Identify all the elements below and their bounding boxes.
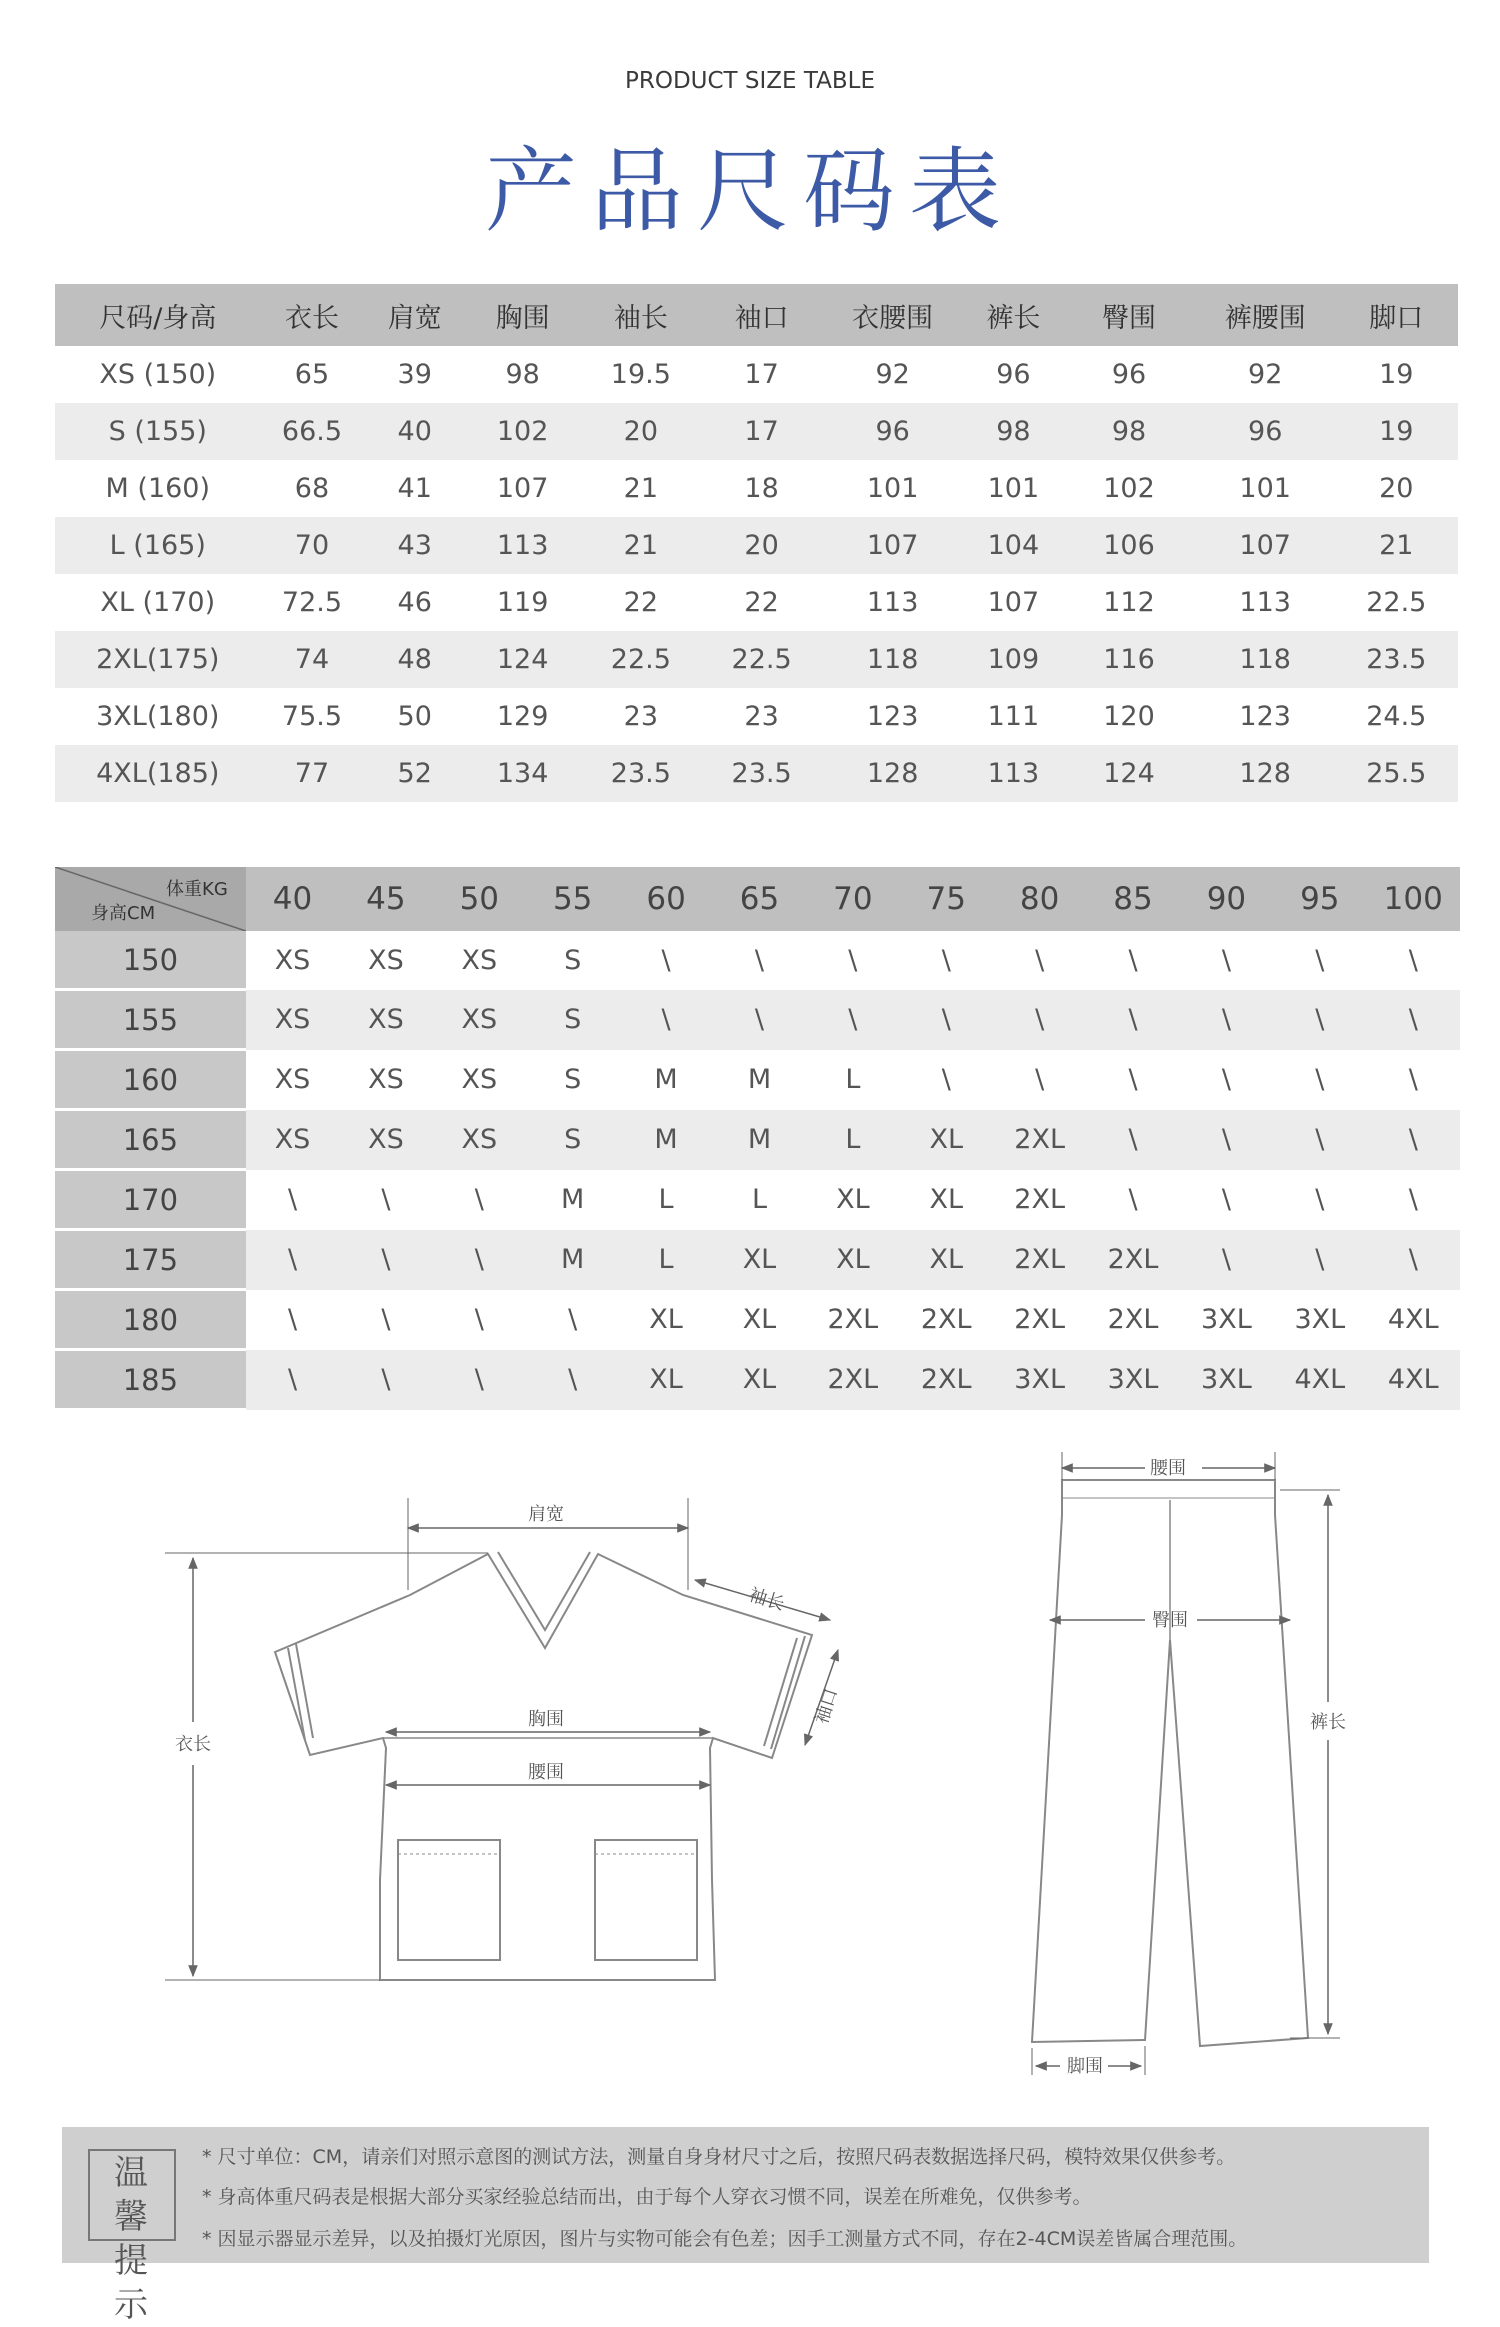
recommended-size-cell: XS — [246, 1050, 339, 1110]
recommended-size-cell: \ — [433, 1230, 526, 1290]
measurement-cell: 124 — [1062, 745, 1196, 802]
pants-length-label: 裤长 — [1310, 1712, 1346, 1733]
measurement-cell: 123 — [821, 688, 965, 745]
size-table — [55, 284, 1458, 802]
measurement-cell: 22 — [703, 574, 821, 631]
measurement-cell: 52 — [363, 745, 466, 802]
weight-header-cell: 40 — [246, 867, 339, 931]
table-row — [55, 1350, 1460, 1410]
weight-header-cell: 95 — [1273, 867, 1366, 931]
measurement-cell: 118 — [821, 631, 965, 688]
recommended-size-cell: \ — [246, 1170, 339, 1230]
measurement-cell: 50 — [363, 688, 466, 745]
recommended-size-cell: \ — [1273, 931, 1366, 990]
measurement-cell: 104 — [965, 517, 1063, 574]
header-cell: 袖长 — [579, 284, 702, 346]
recommended-size-cell: L — [806, 1110, 899, 1170]
size-label-cell: 3XL(180) — [55, 688, 261, 745]
recommended-size-cell: \ — [1180, 931, 1273, 990]
shoulder-label: 肩宽 — [528, 1504, 564, 1525]
table-row — [55, 460, 1458, 517]
recommended-size-cell: XS — [433, 1110, 526, 1170]
measurement-cell: 109 — [965, 631, 1063, 688]
table-row — [55, 688, 1458, 745]
cuff-label: 袖口 — [811, 1685, 843, 1727]
measurement-cell: 72.5 — [261, 574, 364, 631]
measurement-cell: 119 — [466, 574, 579, 631]
recommended-size-cell: XL — [713, 1350, 806, 1410]
measurement-cell: 96 — [1196, 403, 1335, 460]
measurement-cell: 68 — [261, 460, 364, 517]
weight-header-cell: 90 — [1180, 867, 1273, 931]
recommended-size-cell: 2XL — [993, 1230, 1086, 1290]
measurement-cell: 19.5 — [579, 346, 702, 403]
recommended-size-cell: \ — [246, 1350, 339, 1410]
recommended-size-cell: \ — [1180, 1050, 1273, 1110]
measurement-cell: 65 — [261, 346, 364, 403]
recommended-size-cell: \ — [1367, 931, 1461, 990]
recommended-size-cell: XL — [806, 1230, 899, 1290]
recommended-size-cell: \ — [246, 1230, 339, 1290]
recommended-size-cell: \ — [713, 990, 806, 1050]
height-cell: 165 — [55, 1110, 246, 1170]
recommended-size-cell: XS — [339, 1110, 432, 1170]
measurement-cell: 40 — [363, 403, 466, 460]
recommended-size-cell: S — [526, 931, 619, 990]
weight-header-cell: 50 — [433, 867, 526, 931]
page-subtitle: PRODUCT SIZE TABLE — [624, 68, 876, 94]
height-label: 身高CM — [91, 903, 156, 924]
weight-header-cell: 75 — [900, 867, 993, 931]
weight-header-cell: 65 — [713, 867, 806, 931]
recommended-size-cell: XL — [806, 1170, 899, 1230]
measurement-cell: 22.5 — [703, 631, 821, 688]
left-pocket — [398, 1840, 500, 1960]
recommended-size-cell: 4XL — [1367, 1290, 1461, 1350]
recommended-size-cell: XL — [900, 1230, 993, 1290]
weight-header-cell: 45 — [339, 867, 432, 931]
measurement-cell: 128 — [1196, 745, 1335, 802]
recommended-size-cell: S — [526, 1050, 619, 1110]
measurement-cell: 107 — [1196, 517, 1335, 574]
recommended-size-cell: \ — [1273, 1230, 1366, 1290]
recommended-size-cell: \ — [993, 931, 1086, 990]
recommended-size-cell: 3XL — [1180, 1350, 1273, 1410]
measurement-cell: 48 — [363, 631, 466, 688]
table-row — [55, 1230, 1460, 1290]
measurement-cell: 129 — [466, 688, 579, 745]
recommended-size-cell: \ — [1273, 1110, 1366, 1170]
recommended-size-cell: L — [713, 1170, 806, 1230]
pants-diagram — [1032, 1480, 1308, 2046]
measurement-cell: 96 — [821, 403, 965, 460]
recommended-size-cell: \ — [339, 1350, 432, 1410]
measurement-cell: 113 — [965, 745, 1063, 802]
measurement-cell: 113 — [466, 517, 579, 574]
tip-line: * 因显示器显示差异，以及拍摄灯光原因，图片与实物可能会有色差；因手工测量方式不同，存在2-4CM误差皆属合理范围。 — [202, 2228, 1248, 2250]
tips-badge-line: 温 馨 — [114, 2153, 150, 2237]
recommended-size-cell: 2XL — [806, 1290, 899, 1350]
height-weight-table — [55, 867, 1460, 1411]
recommended-size-cell: 4XL — [1273, 1350, 1366, 1410]
header-cell: 脚口 — [1335, 284, 1458, 346]
measurement-cell: 96 — [1062, 346, 1196, 403]
recommended-size-cell: XL — [619, 1290, 712, 1350]
size-label-cell: M (160) — [55, 460, 261, 517]
recommended-size-cell: XS — [246, 990, 339, 1050]
measurement-cell: 70 — [261, 517, 364, 574]
measurement-cell: 66.5 — [261, 403, 364, 460]
header-cell: 尺码/身高 — [55, 284, 261, 346]
header-cell: 衣腰围 — [821, 284, 965, 346]
measurement-cell: 22 — [579, 574, 702, 631]
recommended-size-cell: XS — [339, 990, 432, 1050]
recommended-size-cell: S — [526, 990, 619, 1050]
recommended-size-cell: M — [713, 1110, 806, 1170]
measurement-cell: 101 — [821, 460, 965, 517]
recommended-size-cell: 2XL — [993, 1170, 1086, 1230]
recommended-size-cell: M — [526, 1170, 619, 1230]
measurement-cell: 77 — [261, 745, 364, 802]
measurement-cell: 118 — [1196, 631, 1335, 688]
recommended-size-cell: \ — [526, 1350, 619, 1410]
recommended-size-cell: \ — [900, 931, 993, 990]
size-label-cell: XS (150) — [55, 346, 261, 403]
recommended-size-cell: 3XL — [1180, 1290, 1273, 1350]
recommended-size-cell: 2XL — [993, 1110, 1086, 1170]
table-row — [55, 990, 1460, 1050]
header-cell: 臀围 — [1062, 284, 1196, 346]
header-cell: 袖口 — [703, 284, 821, 346]
size-table-header — [55, 284, 1458, 346]
recommended-size-cell: \ — [1086, 1050, 1179, 1110]
recommended-size-cell: XS — [246, 1110, 339, 1170]
weight-header-cell: 85 — [1086, 867, 1179, 931]
recommended-size-cell: \ — [1367, 1170, 1461, 1230]
recommended-size-cell: \ — [806, 990, 899, 1050]
measurement-cell: 113 — [821, 574, 965, 631]
weight-label: 体重KG — [166, 879, 228, 900]
recommended-size-cell: \ — [993, 1050, 1086, 1110]
table-row — [55, 745, 1458, 802]
measurement-cell: 22.5 — [579, 631, 702, 688]
measurement-cell: 112 — [1062, 574, 1196, 631]
length-label: 衣长 — [175, 1734, 211, 1755]
recommended-size-cell: \ — [1180, 990, 1273, 1050]
recommended-size-cell: M — [619, 1050, 712, 1110]
measurement-cell: 74 — [261, 631, 364, 688]
measurement-cell: 96 — [965, 346, 1063, 403]
recommended-size-cell: \ — [339, 1290, 432, 1350]
measurement-cell: 43 — [363, 517, 466, 574]
weight-header-cell: 55 — [526, 867, 619, 931]
measurement-cell: 107 — [965, 574, 1063, 631]
recommended-size-cell: \ — [1273, 1050, 1366, 1110]
recommended-size-cell: \ — [993, 990, 1086, 1050]
table-row — [55, 403, 1458, 460]
recommended-size-cell: \ — [1273, 990, 1366, 1050]
recommended-size-cell: \ — [246, 1290, 339, 1350]
measurement-cell: 98 — [466, 346, 579, 403]
recommended-size-cell: 2XL — [900, 1290, 993, 1350]
measurement-cell: 128 — [821, 745, 965, 802]
measurement-cell: 21 — [579, 517, 702, 574]
recommended-size-cell: \ — [900, 990, 993, 1050]
chest-label: 胸围 — [528, 1709, 564, 1730]
size-label-cell: 2XL(175) — [55, 631, 261, 688]
measurement-cell: 123 — [1196, 688, 1335, 745]
measurement-cell: 23.5 — [579, 745, 702, 802]
measurement-cell: 46 — [363, 574, 466, 631]
tips-box — [62, 2127, 1429, 2325]
measurement-cell: 20 — [703, 517, 821, 574]
measurement-cell: 22.5 — [1335, 574, 1458, 631]
measurement-cell: 134 — [466, 745, 579, 802]
recommended-size-cell: XS — [339, 1050, 432, 1110]
recommended-size-cell: 2XL — [806, 1350, 899, 1410]
measurement-cell: 92 — [1196, 346, 1335, 403]
recommended-size-cell: \ — [1273, 1170, 1366, 1230]
measurement-cell: 113 — [1196, 574, 1335, 631]
height-cell: 175 — [55, 1230, 246, 1290]
height-cell: 160 — [55, 1050, 246, 1110]
recommended-size-cell: \ — [433, 1290, 526, 1350]
recommended-size-cell: \ — [619, 931, 712, 990]
recommended-size-cell: XS — [433, 1050, 526, 1110]
height-cell: 155 — [55, 990, 246, 1050]
recommended-size-cell: XL — [713, 1230, 806, 1290]
height-cell: 185 — [55, 1350, 246, 1410]
measurement-cell: 101 — [965, 460, 1063, 517]
header-cell: 裤腰围 — [1196, 284, 1335, 346]
measurement-cell: 120 — [1062, 688, 1196, 745]
size-label-cell: S (155) — [55, 403, 261, 460]
table-row — [55, 1170, 1460, 1230]
recommended-size-cell: \ — [1367, 1050, 1461, 1110]
table-row — [55, 631, 1458, 688]
header-cell: 肩宽 — [363, 284, 466, 346]
measurement-cell: 23.5 — [703, 745, 821, 802]
recommended-size-cell: 2XL — [1086, 1230, 1179, 1290]
size-label-cell: 4XL(185) — [55, 745, 261, 802]
recommended-size-cell: \ — [339, 1170, 432, 1230]
table-row — [55, 931, 1460, 990]
recommended-size-cell: \ — [713, 931, 806, 990]
measurement-cell: 19 — [1335, 346, 1458, 403]
recommended-size-cell: XL — [900, 1170, 993, 1230]
recommended-size-cell: 2XL — [1086, 1290, 1179, 1350]
recommended-size-cell: 2XL — [900, 1350, 993, 1410]
measurement-cell: 17 — [703, 346, 821, 403]
measurement-cell: 20 — [1335, 460, 1458, 517]
weight-header-cell: 80 — [993, 867, 1086, 931]
recommended-size-cell: \ — [1180, 1230, 1273, 1290]
measurement-cell: 41 — [363, 460, 466, 517]
recommended-size-cell: \ — [1086, 990, 1179, 1050]
measurement-cell: 107 — [821, 517, 965, 574]
table-row — [55, 1290, 1460, 1350]
measurement-cell: 21 — [579, 460, 702, 517]
measurement-cell: 23 — [703, 688, 821, 745]
waist-label: 腰围 — [528, 1762, 564, 1783]
table-row — [55, 1050, 1460, 1110]
measurement-cell: 17 — [703, 403, 821, 460]
recommended-size-cell: L — [619, 1170, 712, 1230]
recommended-size-cell: XS — [339, 931, 432, 990]
recommended-size-cell: \ — [433, 1350, 526, 1410]
measurement-cell: 25.5 — [1335, 745, 1458, 802]
measurement-cell: 98 — [1062, 403, 1196, 460]
recommended-size-cell: 3XL — [1086, 1350, 1179, 1410]
recommended-size-cell: \ — [1180, 1110, 1273, 1170]
measurement-cell: 107 — [466, 460, 579, 517]
size-label-cell: L (165) — [55, 517, 261, 574]
tip-line: * 尺寸单位：CM，请亲们对照示意图的测试方法，测量自身身材尺寸之后，按照尺码表数据选择尺码，模特效果仅供参考。 — [202, 2146, 1236, 2168]
recommended-size-cell: XS — [246, 931, 339, 990]
recommended-size-cell: \ — [1367, 1110, 1461, 1170]
recommended-size-cell: \ — [1086, 931, 1179, 990]
table-row — [55, 574, 1458, 631]
measurement-cell: 102 — [1062, 460, 1196, 517]
recommended-size-cell: 3XL — [1273, 1290, 1366, 1350]
table-row — [55, 517, 1458, 574]
hip-label: 臀围 — [1152, 1610, 1188, 1631]
height-cell: 150 — [55, 931, 246, 990]
measurement-cell: 18 — [703, 460, 821, 517]
recommended-size-cell: \ — [1086, 1110, 1179, 1170]
tips-badge — [88, 2149, 176, 2325]
recommended-size-cell: \ — [619, 990, 712, 1050]
recommended-size-cell: \ — [1367, 1230, 1461, 1290]
measurement-cell: 21 — [1335, 517, 1458, 574]
right-pocket — [595, 1840, 697, 1960]
recommended-size-cell: \ — [1180, 1170, 1273, 1230]
recommended-size-cell: M — [619, 1110, 712, 1170]
size-label-cell: XL (170) — [55, 574, 261, 631]
measurement-cell: 23.5 — [1335, 631, 1458, 688]
right-cuff — [764, 1636, 805, 1749]
recommended-size-cell: \ — [900, 1050, 993, 1110]
recommended-size-cell: XS — [433, 931, 526, 990]
measurement-cell: 20 — [579, 403, 702, 460]
recommended-size-cell: L — [619, 1230, 712, 1290]
recommended-size-cell: XL — [619, 1350, 712, 1410]
measurement-cell: 23 — [579, 688, 702, 745]
measurement-cell: 116 — [1062, 631, 1196, 688]
header-cell: 裤长 — [965, 284, 1063, 346]
weight-header-cell: 70 — [806, 867, 899, 931]
recommended-size-cell: \ — [526, 1290, 619, 1350]
recommended-size-cell: \ — [1086, 1170, 1179, 1230]
recommended-size-cell: 4XL — [1367, 1350, 1461, 1410]
corner-cell — [55, 867, 246, 931]
recommended-size-cell: S — [526, 1110, 619, 1170]
table-row — [55, 1110, 1460, 1170]
page-title: 产品尺码表 — [484, 138, 1015, 245]
measurement-cell: 111 — [965, 688, 1063, 745]
measurement-cell: 102 — [466, 403, 579, 460]
measurement-cell: 101 — [1196, 460, 1335, 517]
sleeve-length-label: 袖长 — [746, 1584, 787, 1616]
header-cell: 衣长 — [261, 284, 364, 346]
recommended-size-cell: M — [713, 1050, 806, 1110]
measurement-diagram — [0, 1440, 1500, 2080]
height-cell: 180 — [55, 1290, 246, 1350]
table-row — [55, 346, 1458, 403]
recommended-size-cell: 2XL — [993, 1290, 1086, 1350]
measurement-cell: 19 — [1335, 403, 1458, 460]
measurement-cell: 75.5 — [261, 688, 364, 745]
pants-waist-label: 腰围 — [1150, 1458, 1186, 1479]
weight-header-cell: 100 — [1367, 867, 1461, 931]
fit-table-header — [55, 867, 1460, 931]
weight-header-cell: 60 — [619, 867, 712, 931]
measurement-cell: 98 — [965, 403, 1063, 460]
height-cell: 170 — [55, 1170, 246, 1230]
measurement-cell: 124 — [466, 631, 579, 688]
measurement-cell: 39 — [363, 346, 466, 403]
tips-badge-line: 提 示 — [114, 2241, 150, 2325]
recommended-size-cell: L — [806, 1050, 899, 1110]
recommended-size-cell: 3XL — [993, 1350, 1086, 1410]
hem-label: 脚围 — [1067, 2056, 1103, 2077]
recommended-size-cell: XL — [900, 1110, 993, 1170]
measurement-cell: 92 — [821, 346, 965, 403]
recommended-size-cell: \ — [806, 931, 899, 990]
tip-line: * 身高体重尺码表是根据大部分买家经验总结而出，由于每个人穿衣习惯不同，误差在所难免，仅供参考。 — [202, 2186, 1092, 2208]
measurement-cell: 24.5 — [1335, 688, 1458, 745]
header-cell: 胸围 — [466, 284, 579, 346]
recommended-size-cell: \ — [1367, 990, 1461, 1050]
recommended-size-cell: XL — [713, 1290, 806, 1350]
measurement-cell: 106 — [1062, 517, 1196, 574]
recommended-size-cell: M — [526, 1230, 619, 1290]
recommended-size-cell: \ — [339, 1230, 432, 1290]
recommended-size-cell: \ — [433, 1170, 526, 1230]
recommended-size-cell: XS — [433, 990, 526, 1050]
